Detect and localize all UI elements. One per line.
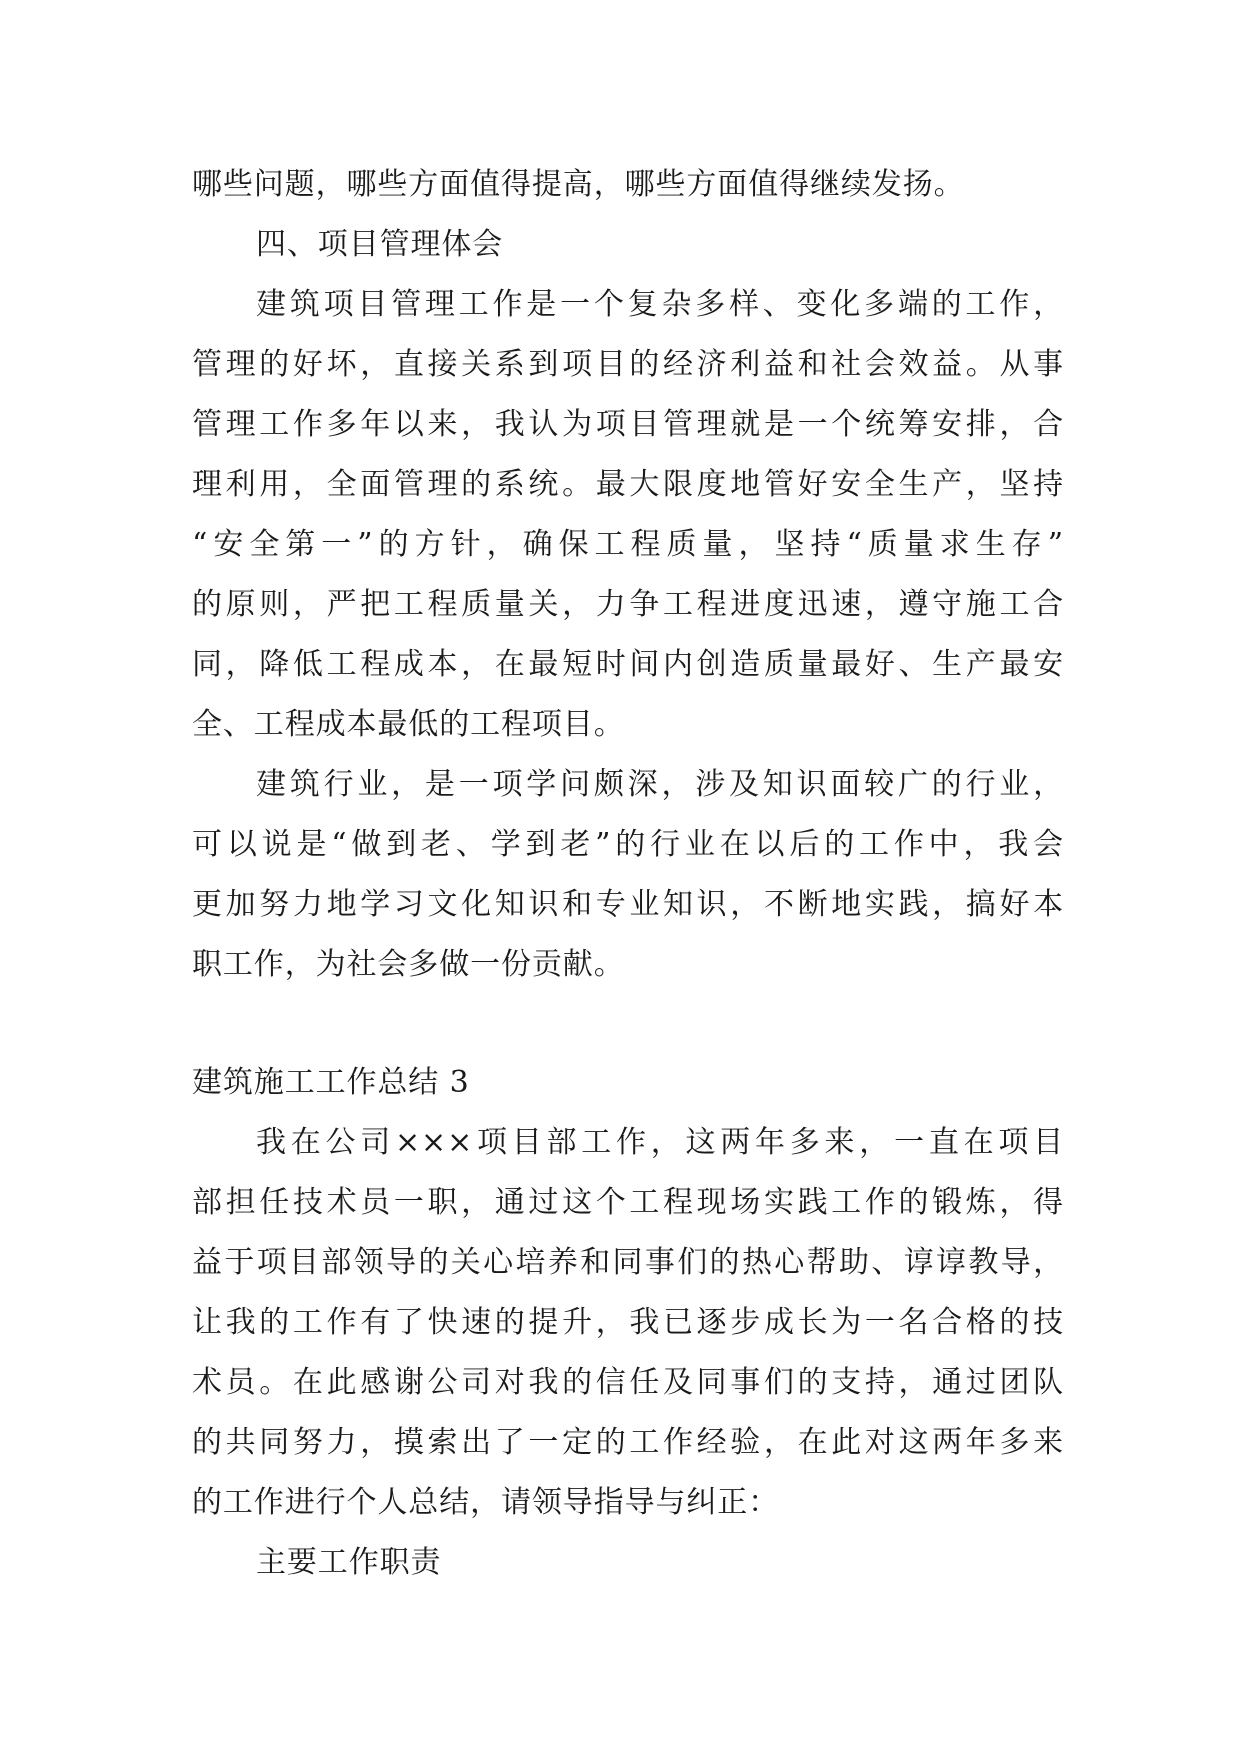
- paragraph-continued: [192, 155, 1064, 215]
- text-line: 同，降低工程成本，在最短时间内创造质量最好、生产最安: [192, 647, 1064, 682]
- text-line: 的共同努力，摸索出了一定的工作经验，在此对这两年多来: [192, 1425, 1064, 1460]
- text-line: 让我的工作有了快速的提升，我已逐步成长为一名合格的技: [192, 1305, 1064, 1340]
- paragraph-project-management: [192, 275, 1064, 755]
- text-line: 部担任技术员一职，通过这个工程现场实践工作的锻炼，得: [192, 1185, 1064, 1220]
- text-line: 哪些问题，哪些方面值得提高，哪些方面值得继续发扬。: [192, 167, 965, 202]
- text-line: 术员。在此感谢公司对我的信任及同事们的支持，通过团队: [192, 1365, 1064, 1400]
- text-line: 理利用，全面管理的系统。最大限度地管好安全生产，坚持: [192, 467, 1064, 502]
- text-line: 更加努力地学习文化知识和专业知识，不断地实践，搞好本: [192, 887, 1064, 922]
- text-line: 我在公司×××项目部工作，这两年多来，一直在项目: [256, 1125, 1064, 1160]
- text-line: 益于项目部领导的关心培养和同事们的热心帮助、谆谆教导，: [192, 1245, 1064, 1280]
- text-line: 的工作进行个人总结，请领导指导与纠正：: [192, 1485, 780, 1520]
- text-line: “安全第一”的方针，确保工程质量，坚持“质量求生存”: [192, 527, 1064, 562]
- text-line: 建筑项目管理工作是一个复杂多样、变化多端的工作，: [256, 287, 1064, 322]
- subheading-main-duties: 主要工作职责: [256, 1545, 442, 1580]
- paragraph-intro: [192, 1113, 1064, 1533]
- text-line: 全、工程成本最低的工程项目。: [192, 707, 625, 742]
- section-heading-four: 四、项目管理体会: [256, 227, 504, 262]
- text-line: 管理的好坏，直接关系到项目的经济利益和社会效益。从事: [192, 347, 1064, 382]
- text-line: 的原则，严把工程质量关，力争工程进度迅速，遵守施工合: [192, 587, 1064, 622]
- paragraph-industry: [192, 755, 1064, 995]
- document-body: [192, 155, 1064, 1593]
- text-line: 职工作，为社会多做一份贡献。: [192, 947, 625, 982]
- section-title: 建筑施工工作总结 3: [192, 1065, 470, 1100]
- text-line: 建筑行业，是一项学问颇深，涉及知识面较广的行业，: [256, 767, 1064, 802]
- text-line: 可以说是“做到老、学到老”的行业在以后的工作中，我会: [192, 827, 1064, 862]
- section-spacer: [192, 995, 1064, 1053]
- text-line: 管理工作多年以来，我认为项目管理就是一个统筹安排，合: [192, 407, 1064, 442]
